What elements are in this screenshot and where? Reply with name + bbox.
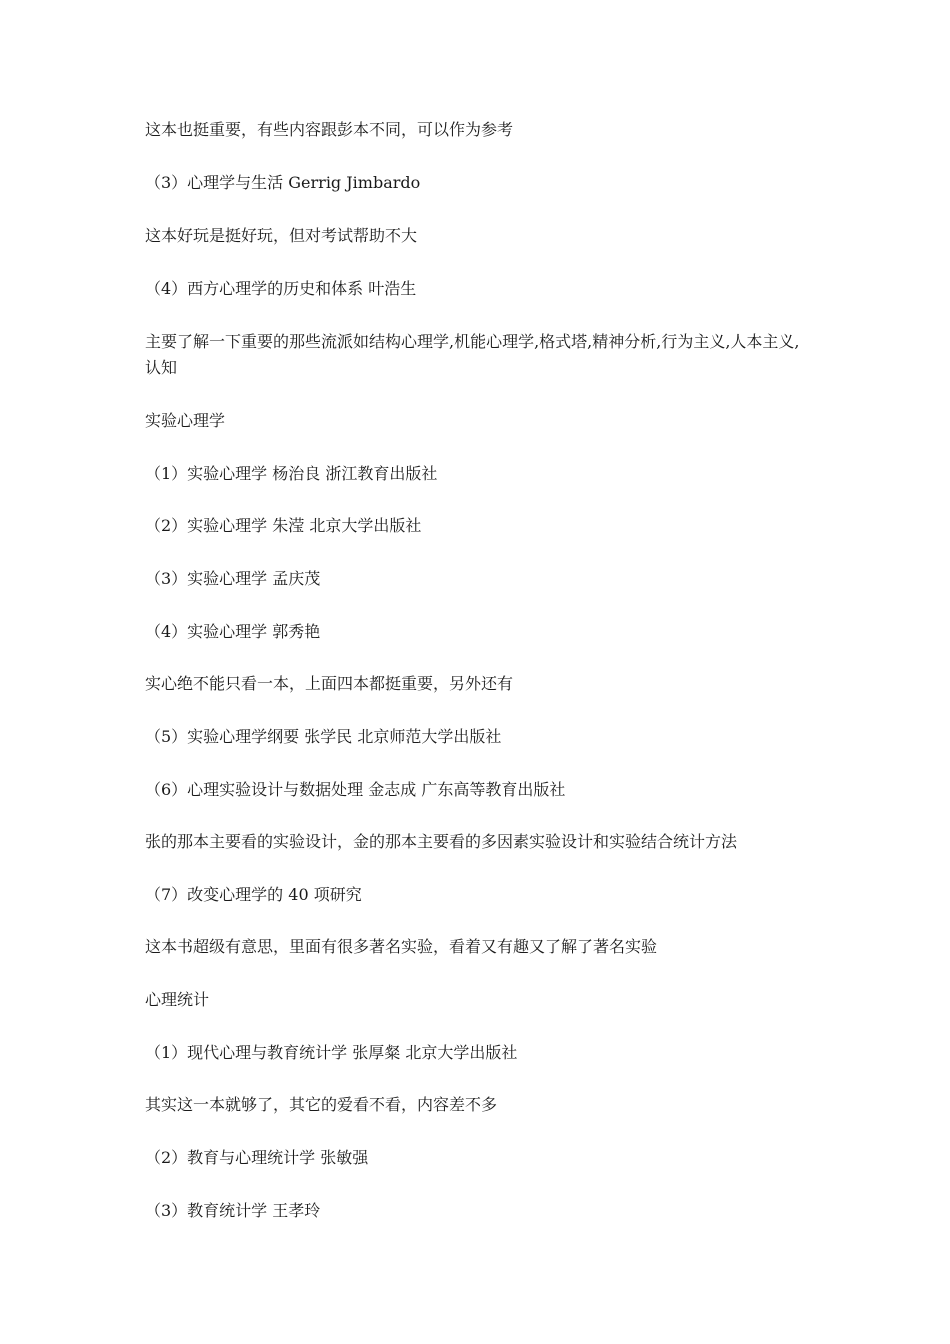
text-line: 实心绝不能只看一本，上面四本都挺重要，另外还有 <box>145 674 514 693</box>
text-line: 这本好玩是挺好玩，但对考试帮助不大 <box>145 226 418 245</box>
book-entry: （2）实验心理学 朱滢 北京大学出版社 <box>145 516 422 535</box>
text-line: 张的那本主要看的实验设计，金的那本主要看的多因素实验设计和实验结合统计方法 <box>145 832 738 851</box>
book-entry: （3）实验心理学 孟庆茂 <box>145 569 321 588</box>
book-entry: （4）西方心理学的历史和体系 叶浩生 <box>145 279 417 298</box>
book-entry: （2）教育与心理统计学 张敏强 <box>145 1148 369 1167</box>
book-entry: （3）心理学与生活 Gerrig Jimbardo <box>145 173 421 192</box>
book-entry: （3）教育统计学 王孝玲 <box>145 1201 321 1220</box>
text-line: 这本也挺重要，有些内容跟彭本不同，可以作为参考 <box>145 120 514 139</box>
text-line: 其实这一本就够了，其它的爱看不看，内容差不多 <box>145 1095 498 1114</box>
section-heading: 心理统计 <box>145 990 210 1009</box>
book-entry: （1）实验心理学 杨治良 浙江教育出版社 <box>145 464 438 483</box>
book-entry: （7）改变心理学的 40 项研究 <box>145 885 362 904</box>
text-line: 这本书超级有意思，里面有很多著名实验，看着又有趣又了解了著名实验 <box>145 937 658 956</box>
book-entry: （1）现代心理与教育统计学 张厚粲 北京大学出版社 <box>145 1043 518 1062</box>
book-entry: （5）实验心理学纲要 张学民 北京师范大学出版社 <box>145 727 502 746</box>
book-entry: （4）实验心理学 郭秀艳 <box>145 622 321 641</box>
section-heading: 实验心理学 <box>145 411 226 430</box>
text-paragraph: 主要了解一下重要的那些流派如结构心理学,机能心理学,格式塔,精神分析,行为主义,人本主义,认知 <box>145 332 800 377</box>
book-entry: （6）心理实验设计与数据处理 金志成 广东高等教育出版社 <box>145 780 566 799</box>
